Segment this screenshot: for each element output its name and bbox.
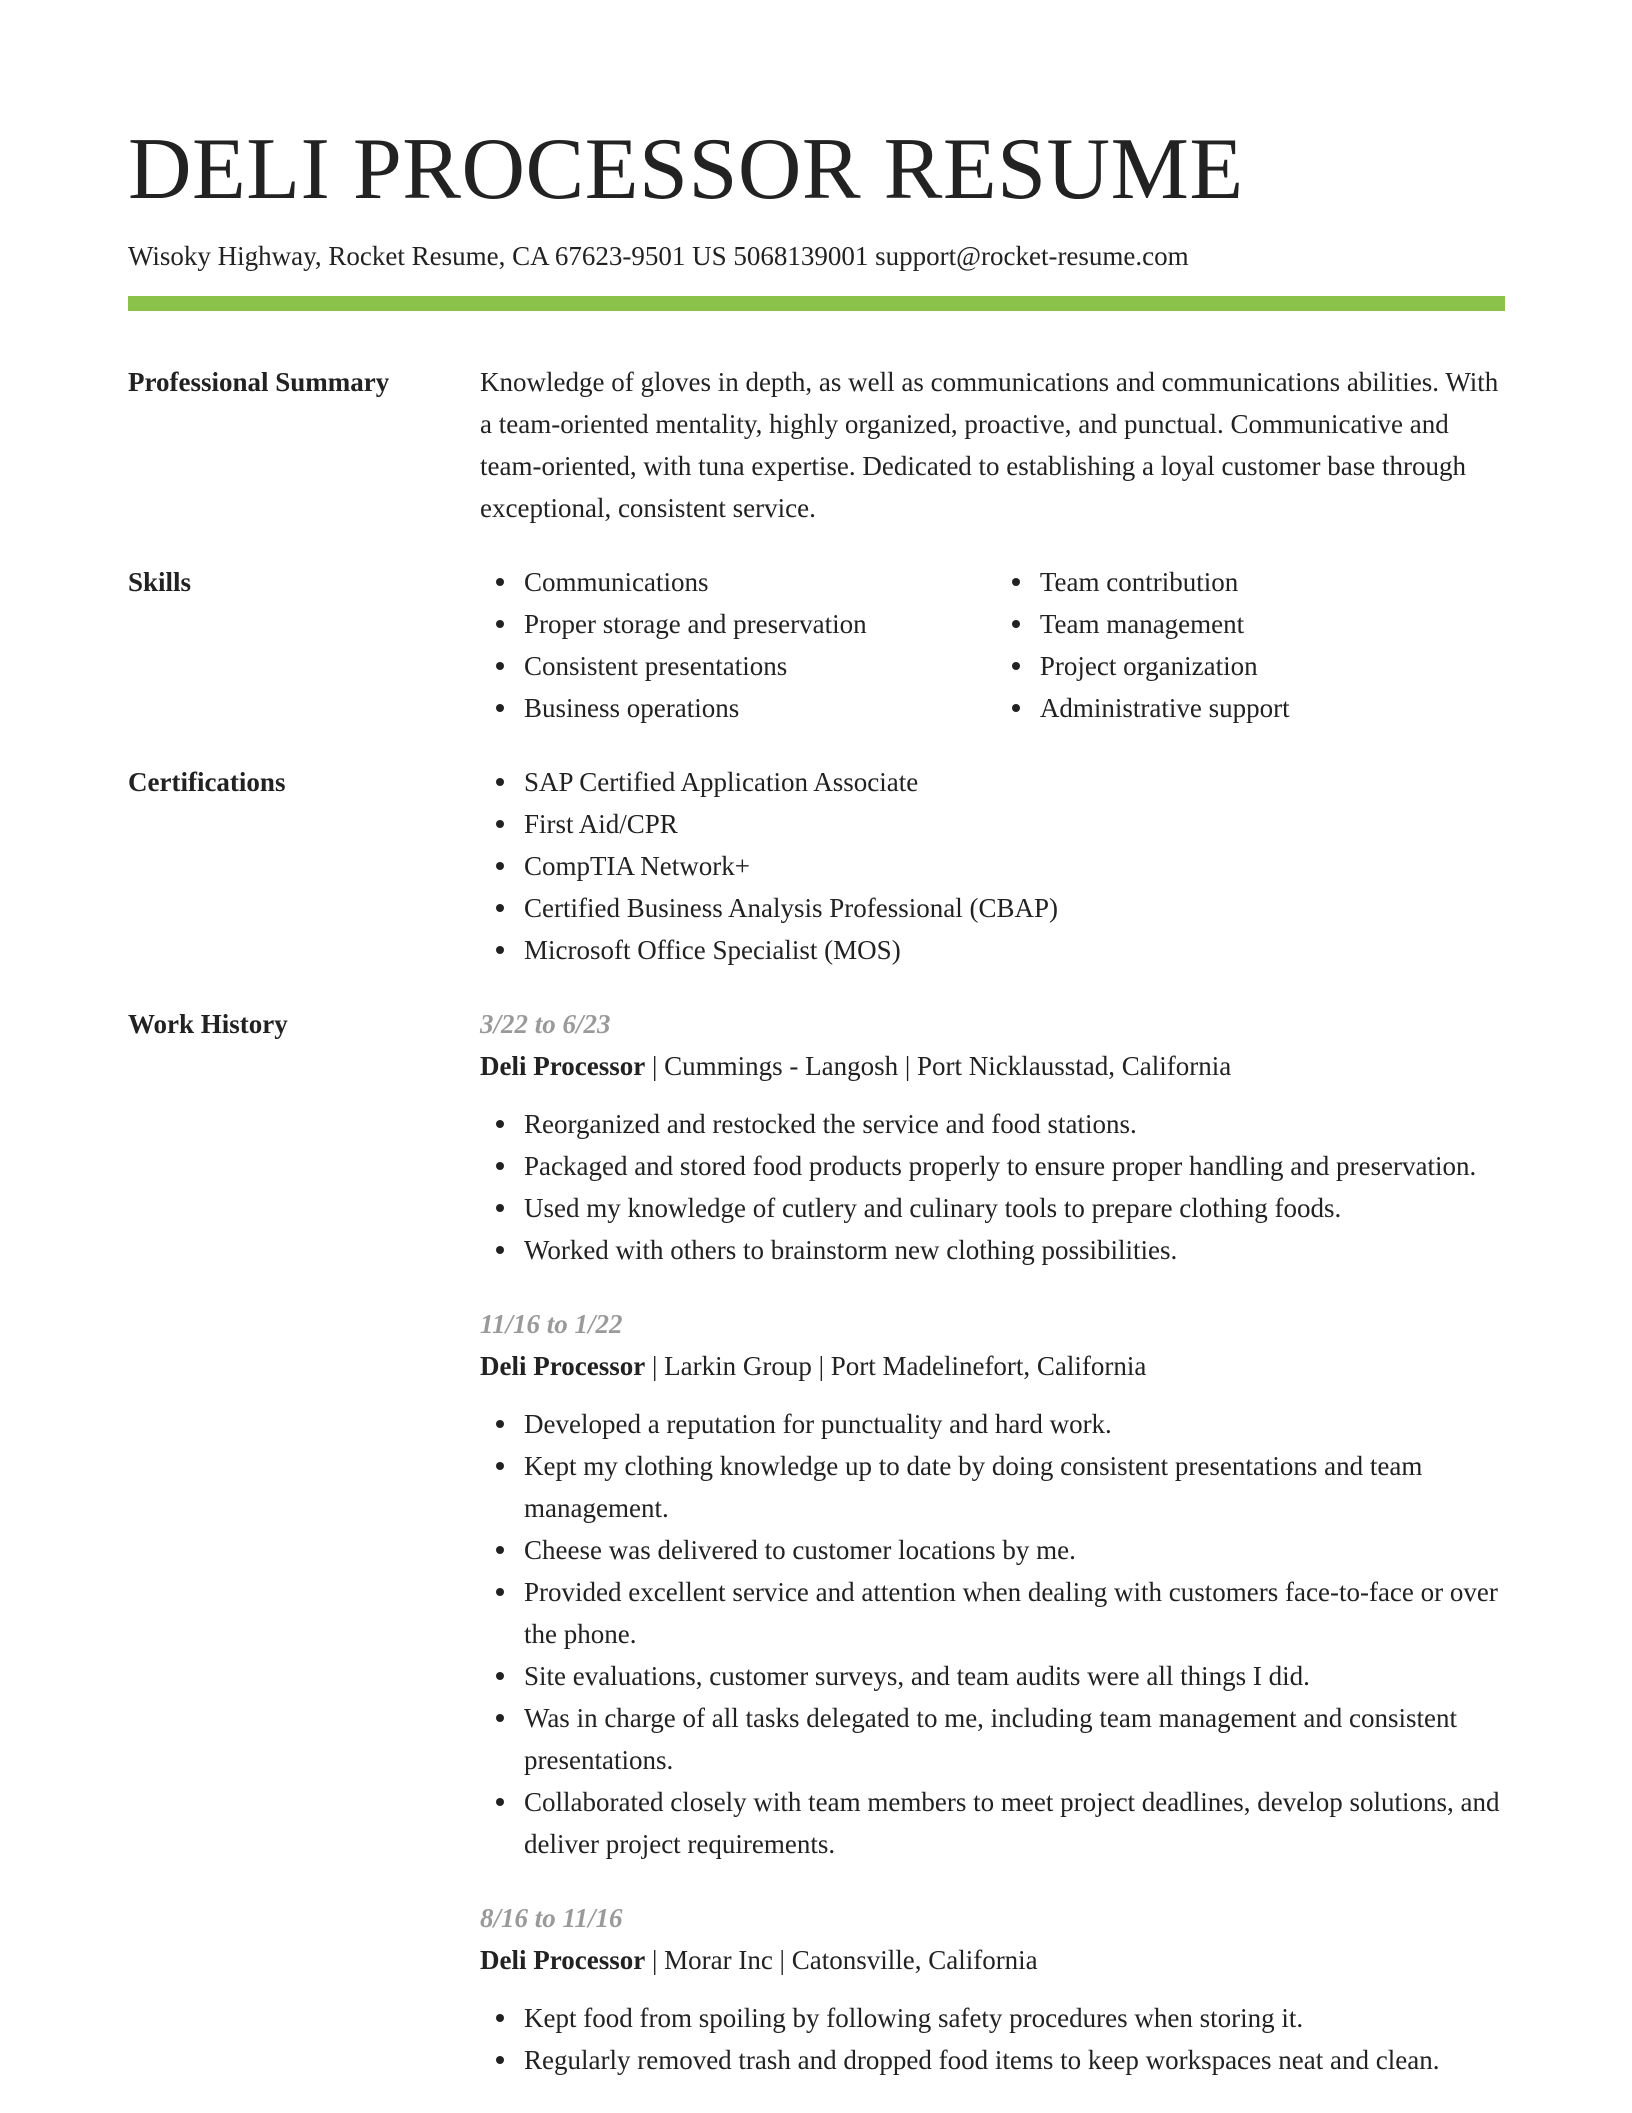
skill-item: Consistent presentations <box>524 645 952 687</box>
job-entry <box>480 1303 1505 1865</box>
job-entry <box>480 1897 1505 2081</box>
job-bullets <box>480 1997 1505 2081</box>
job-title-line <box>480 1345 1505 1387</box>
job-bullet: Kept food from spoiling by following safety procedures when storing it. <box>524 1997 1505 2039</box>
skill-item: Communications <box>524 561 952 603</box>
skill-item: Team contribution <box>1040 561 1505 603</box>
work-history-heading: Work History <box>128 1009 288 1039</box>
certification-item: Microsoft Office Specialist (MOS) <box>524 929 1505 971</box>
job-bullet: Collaborated closely with team members to meet project deadlines, develop solutions, and deliver project requirements. <box>524 1781 1505 1865</box>
skills-list-left <box>480 561 952 729</box>
job-bullets <box>480 1403 1505 1865</box>
skill-item: Business operations <box>524 687 952 729</box>
skill-item: Project organization <box>1040 645 1505 687</box>
job-bullet: Kept my clothing knowledge up to date by doing consistent presentations and team management. <box>524 1445 1505 1529</box>
job-bullet: Reorganized and restocked the service and food stations. <box>524 1103 1505 1145</box>
job-details: | Larkin Group | Port Madelinefort, California <box>645 1351 1147 1381</box>
job-bullet: Used my knowledge of cutlery and culinary tools to prepare clothing foods. <box>524 1187 1505 1229</box>
job-role: Deli Processor <box>480 1051 646 1081</box>
skill-item: Administrative support <box>1040 687 1505 729</box>
certification-item: CompTIA Network+ <box>524 845 1505 887</box>
job-title-line <box>480 1045 1505 1087</box>
certifications-body <box>480 761 1505 971</box>
skill-item: Team management <box>1040 603 1505 645</box>
certification-item: Certified Business Analysis Professional (CBAP) <box>524 887 1505 929</box>
certifications-heading: Certifications <box>128 767 286 797</box>
contact-line: Wisoky Highway, Rocket Resume, CA 67623-9501 US 5068139001 support@rocket-resume.com <box>128 241 1189 271</box>
job-details: | Cummings - Langosh | Port Nicklausstad, California <box>645 1051 1232 1081</box>
job-title-line <box>480 1939 1505 1981</box>
job-bullet: Regularly removed trash and dropped food items to keep workspaces neat and clean. <box>524 2039 1505 2081</box>
accent-divider <box>128 296 1505 311</box>
skills-list-right <box>996 561 1505 729</box>
job-bullets <box>480 1103 1505 1271</box>
job-bullet: Provided excellent service and attention when dealing with customers face-to-face or over the phone. <box>524 1571 1505 1655</box>
job-details: | Morar Inc | Catonsville, California <box>645 1945 1038 1975</box>
skills-section <box>128 561 1505 729</box>
job-dates: 8/16 to 11/16 <box>480 1903 623 1933</box>
job-dates: 3/22 to 6/23 <box>480 1009 611 1039</box>
certification-item: First Aid/CPR <box>524 803 1505 845</box>
certification-item: SAP Certified Application Associate <box>524 761 1505 803</box>
skills-columns <box>480 561 1505 729</box>
job-bullet: Was in charge of all tasks delegated to me, including team management and consistent presentations. <box>524 1697 1505 1781</box>
certifications-section <box>128 761 1505 971</box>
certifications-list <box>480 761 1505 971</box>
job-bullet: Packaged and stored food products properly to ensure proper handling and preservation. <box>524 1145 1505 1187</box>
job-bullet: Site evaluations, customer surveys, and team audits were all things I did. <box>524 1655 1505 1697</box>
summary-heading: Professional Summary <box>128 367 390 397</box>
work-history-body <box>480 1003 1505 2113</box>
job-role: Deli Processor <box>480 1945 646 1975</box>
job-role: Deli Processor <box>480 1351 646 1381</box>
summary-section <box>128 361 1505 529</box>
skills-heading: Skills <box>128 567 192 597</box>
work-history-section <box>128 1003 1505 2113</box>
skills-body <box>480 561 1505 729</box>
job-bullet: Worked with others to brainstorm new clothing possibilities. <box>524 1229 1505 1271</box>
skill-item: Proper storage and preservation <box>524 603 952 645</box>
summary-text: Knowledge of gloves in depth, as well as communications and communications abilities. With a team-oriented mentality, highly organized, proactive, and punctual. Communicative and team-oriented, with tuna expertise. Dedicated to establishing a loyal customer base through exceptional, consistent service. <box>480 367 1499 523</box>
job-bullet: Cheese was delivered to customer locations by me. <box>524 1529 1505 1571</box>
job-entry <box>480 1003 1505 1271</box>
job-dates: 11/16 to 1/22 <box>480 1309 623 1339</box>
job-bullet: Developed a reputation for punctuality and hard work. <box>524 1403 1505 1445</box>
resume-title: DELI PROCESSOR RESUME <box>128 121 1244 218</box>
